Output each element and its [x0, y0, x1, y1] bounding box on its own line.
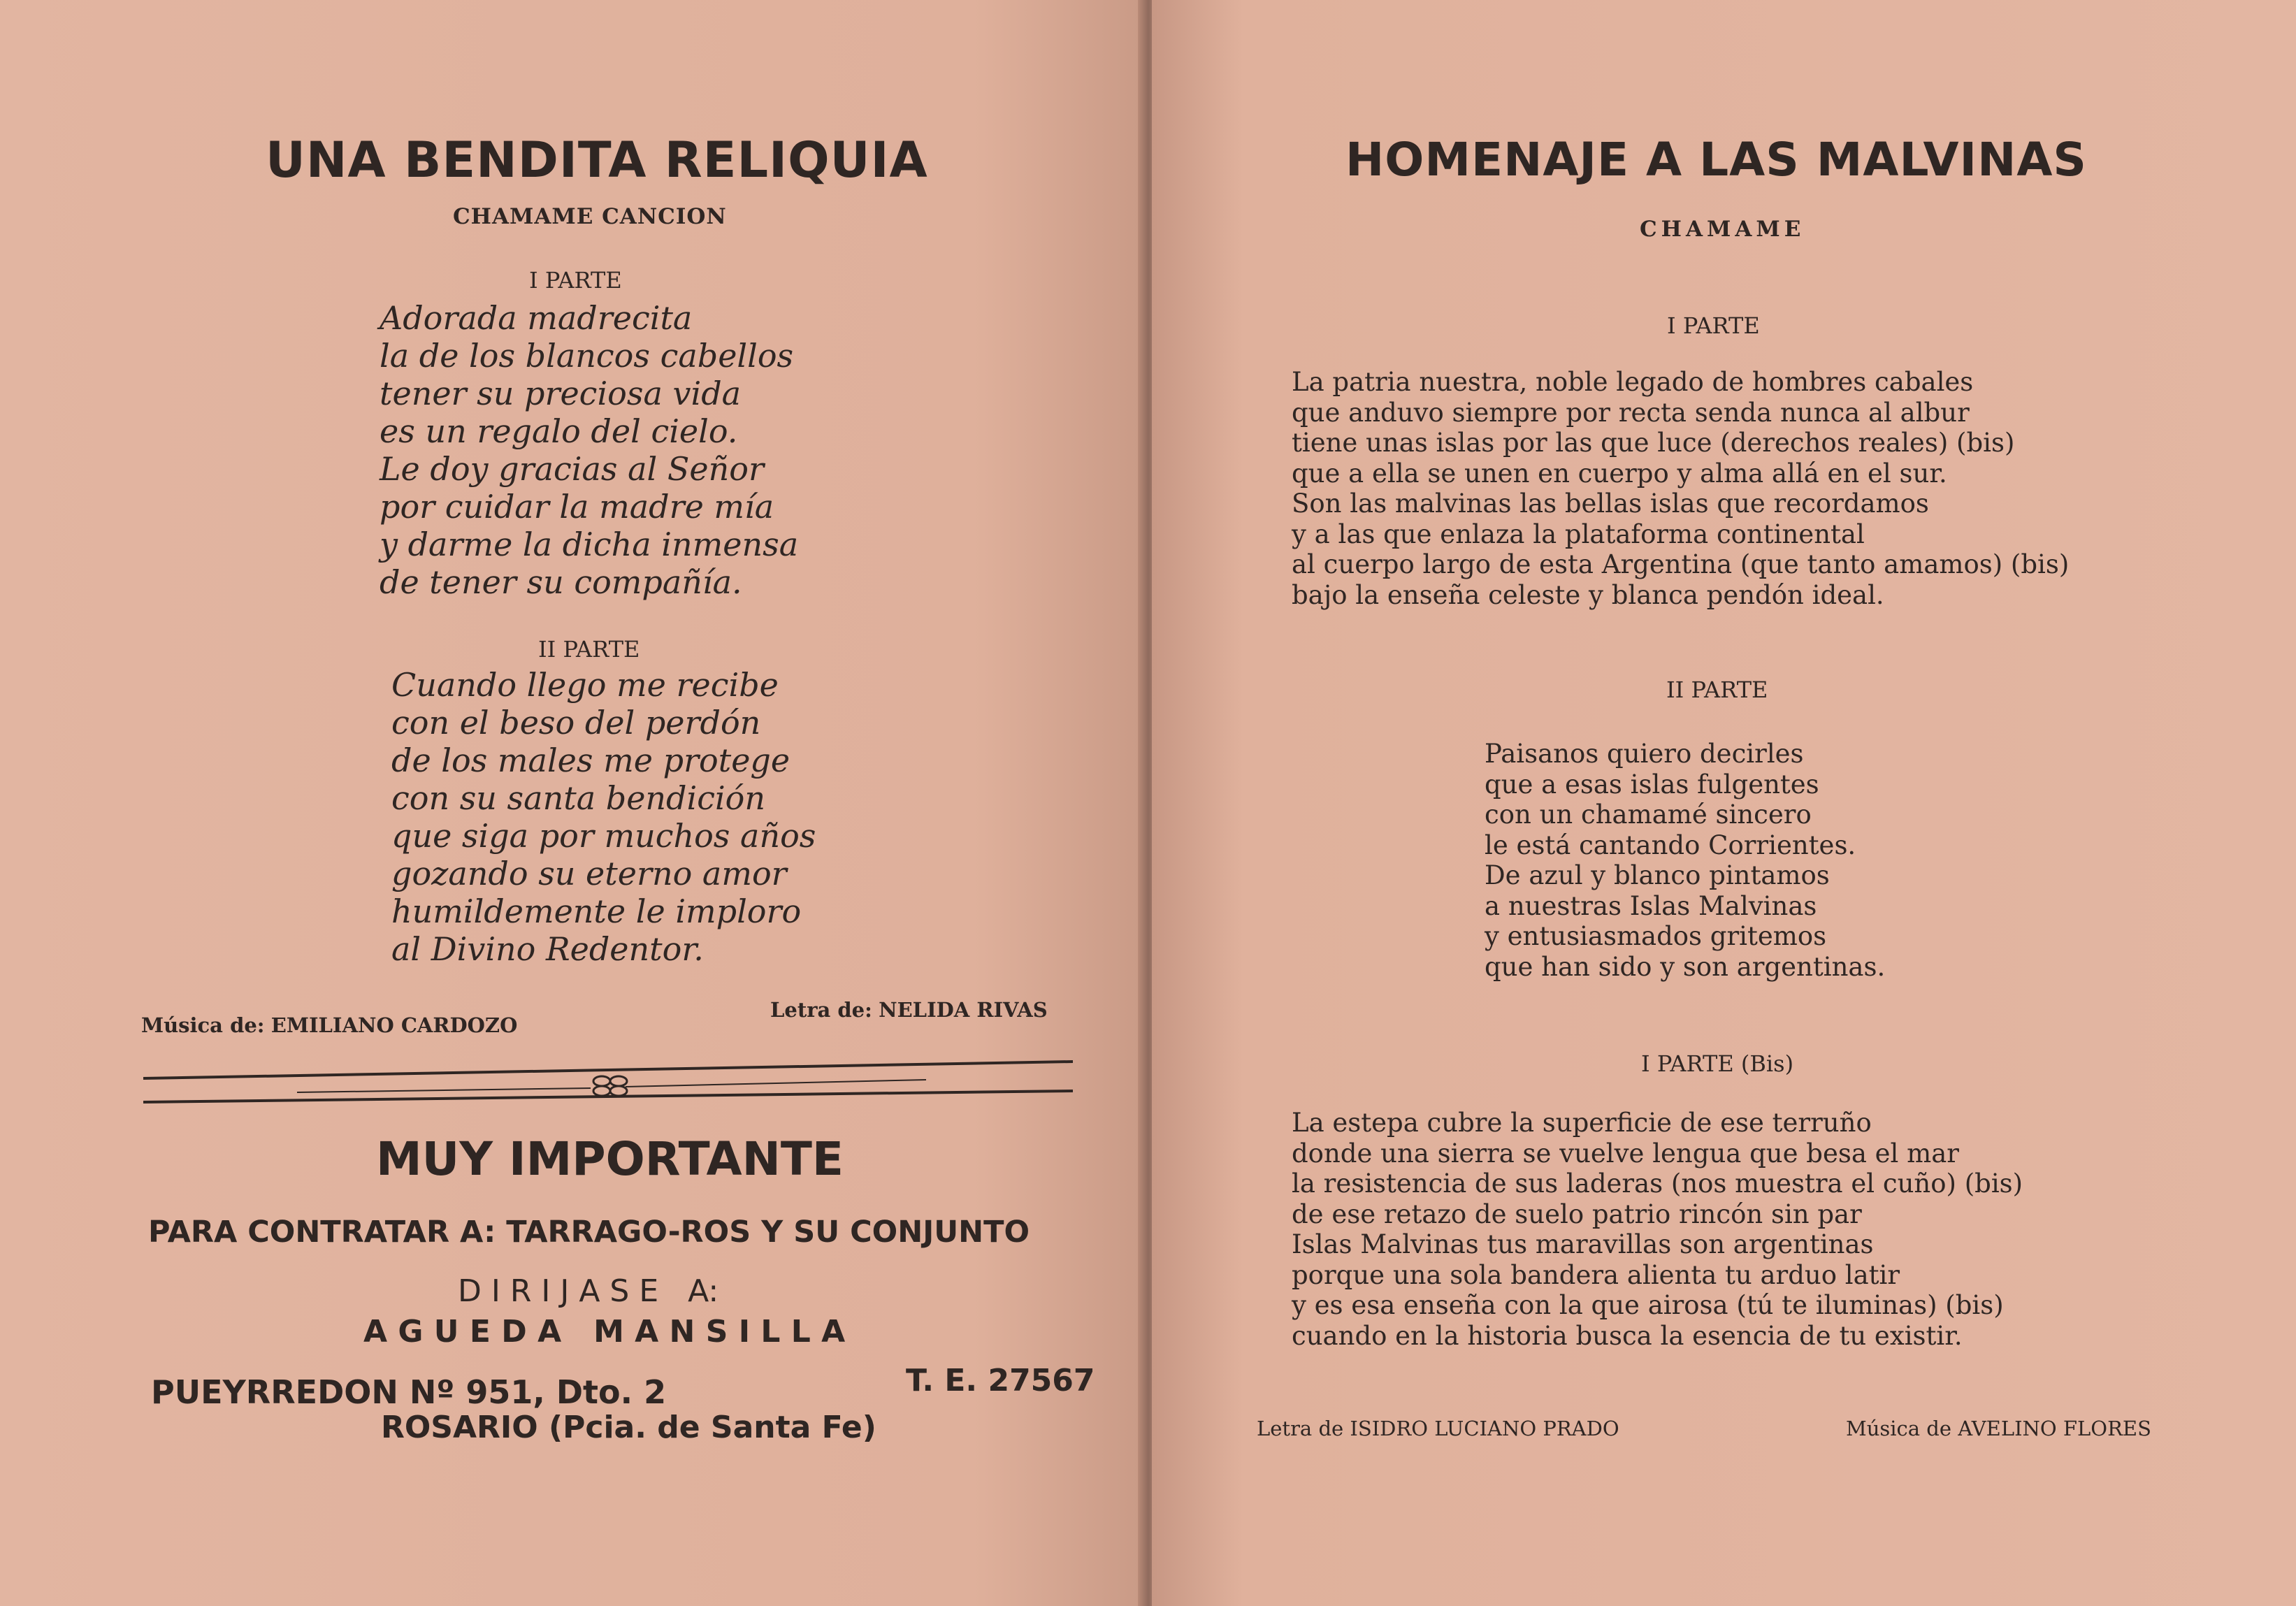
notice-title: MUY IMPORTANTE [376, 1132, 844, 1186]
verse-line: gozando su eterno amor [391, 855, 787, 892]
stanza-block [1485, 739, 1885, 982]
ornament-flourish-icon [593, 1076, 627, 1096]
stanza-line: porque una sola bandera alienta tu arduo latir [1292, 1259, 1900, 1290]
verse-line: al Divino Redentor. [391, 930, 704, 968]
music-name: AVELINO FLORES [1958, 1417, 2151, 1440]
part-heading: II PARTE [538, 636, 640, 663]
verse-line: de los males me protege [391, 741, 790, 779]
notice-city: ROSARIO (Pcia. de Santa Fe) [381, 1410, 876, 1445]
stanza-line: Son las malvinas las bellas islas que recordamos [1292, 489, 1929, 519]
stanza-line: cuando en la historia busca la esencia de tu existir. [1292, 1320, 1963, 1351]
stanza-line: La patria nuestra, noble legado de hombres cabales [1292, 367, 1974, 397]
verse-line: con el beso del perdón [391, 704, 761, 741]
left-page [0, 0, 1146, 1606]
lyrics-name: ISIDRO LUCIANO PRADO [1350, 1417, 1619, 1440]
stanza-line: y a las que enlaza la plataforma continental [1292, 519, 1865, 549]
right-page [1152, 0, 2296, 1606]
notice-contact-name: A G U E D A M A N S I L L A [363, 1314, 846, 1350]
stanza-block [1292, 1108, 2023, 1351]
stanza-line: y entusiasmados gritemos [1485, 921, 1827, 951]
stanza-line: con un chamamé sincero [1485, 800, 1812, 830]
music-label: Música de [1846, 1417, 1952, 1440]
notice-contract-line: PARA CONTRATAR A: TARRAGO-ROS Y SU CONJUNTO [148, 1215, 1030, 1250]
stanza-line: La estepa cubre la superficie de ese terruño [1292, 1108, 1872, 1138]
verse-line: de tener su compañía. [380, 563, 742, 601]
stanza-line: Islas Malvinas tus maravillas son argentinas [1292, 1229, 1874, 1259]
lyrics-name: NELIDA RIVAS [879, 998, 1048, 1022]
stanza-line: donde una sierra se vuelve lengua que besa el mar [1292, 1138, 1959, 1169]
verse-line: con su santa bendición [391, 779, 765, 817]
stanza-line: que a esas islas fulgentes [1485, 769, 1819, 800]
verse-line: tener su preciosa vida [380, 375, 742, 412]
song-title: UNA BENDITA RELIQUIA [266, 131, 928, 189]
music-credit [141, 1013, 517, 1037]
stanza-line: Paisanos quiero decirles [1485, 739, 1804, 769]
lyrics-label: Letra de: [770, 998, 872, 1022]
lyrics-credit [1257, 1417, 1619, 1440]
song-title: HOMENAJE A LAS MALVINAS [1345, 133, 2087, 187]
verse-block [380, 299, 798, 601]
stanza-line: le está cantando Corrientes. [1485, 830, 1856, 860]
stanza-line: a nuestras Islas Malvinas [1485, 890, 1817, 921]
ornamental-divider [143, 1052, 1073, 1108]
song-subtitle: CHAMAME CANCION [453, 204, 727, 229]
stanza-block [1292, 367, 2069, 610]
lyrics-label: Letra de [1257, 1417, 1344, 1440]
stanza-line: bajo la enseña celeste y blanca pendón ideal. [1292, 579, 1884, 610]
music-credit [1846, 1417, 2151, 1440]
stanza-line: De azul y blanco pintamos [1485, 860, 1830, 890]
part-heading: I PARTE (Bis) [1641, 1050, 1794, 1077]
music-name: EMILIANO CARDOZO [270, 1013, 518, 1037]
music-label: Música de: [141, 1013, 265, 1037]
stanza-line: que han sido y son argentinas. [1485, 951, 1886, 982]
stanza-line: y es esa enseña con la que airosa (tú te iluminas) (bis) [1292, 1290, 2004, 1320]
song-subtitle: CHAMAME [1640, 217, 1805, 242]
part-heading: I PARTE [1667, 312, 1760, 339]
verse-line: que siga por muchos años [391, 817, 816, 855]
stanza-line: que a ella se unen en cuerpo y alma allá en el sur. [1292, 458, 1947, 489]
part-heading: I PARTE [529, 267, 622, 294]
lyrics-credit [770, 998, 1048, 1022]
notice-phone: T. E. 27567 [906, 1363, 1095, 1398]
stanza-line: al cuerpo largo de esta Argentina (que tanto amamos) (bis) [1292, 549, 2070, 579]
notice-street-address: PUEYRREDON Nº 951, Dto. 2 [151, 1373, 667, 1411]
verse-line: humildemente le imploro [391, 892, 802, 930]
verse-line: es un regalo del cielo. [380, 412, 738, 450]
verse-line: y darme la dicha inmensa [380, 526, 799, 563]
verse-block [391, 666, 816, 968]
verse-line: la de los blancos cabellos [380, 337, 794, 375]
verse-line: Cuando llego me recibe [391, 666, 779, 704]
verse-line: Adorada madrecita [380, 299, 693, 337]
stanza-line: tiene unas islas por las que luce (derechos reales) (bis) [1292, 428, 2015, 458]
notice-address-to: D I R I J A S E A: [458, 1273, 719, 1309]
part-heading: II PARTE [1666, 677, 1768, 703]
stanza-line: la resistencia de sus laderas (nos muestra el cuño) (bis) [1292, 1169, 2023, 1199]
stanza-line: que anduvo siempre por recta senda nunca al albur [1292, 397, 1970, 428]
stanza-line: de ese retazo de suelo patrio rincón sin par [1292, 1199, 1862, 1229]
verse-line: por cuidar la madre mía [380, 488, 774, 526]
verse-line: Le doy gracias al Señor [380, 450, 764, 488]
